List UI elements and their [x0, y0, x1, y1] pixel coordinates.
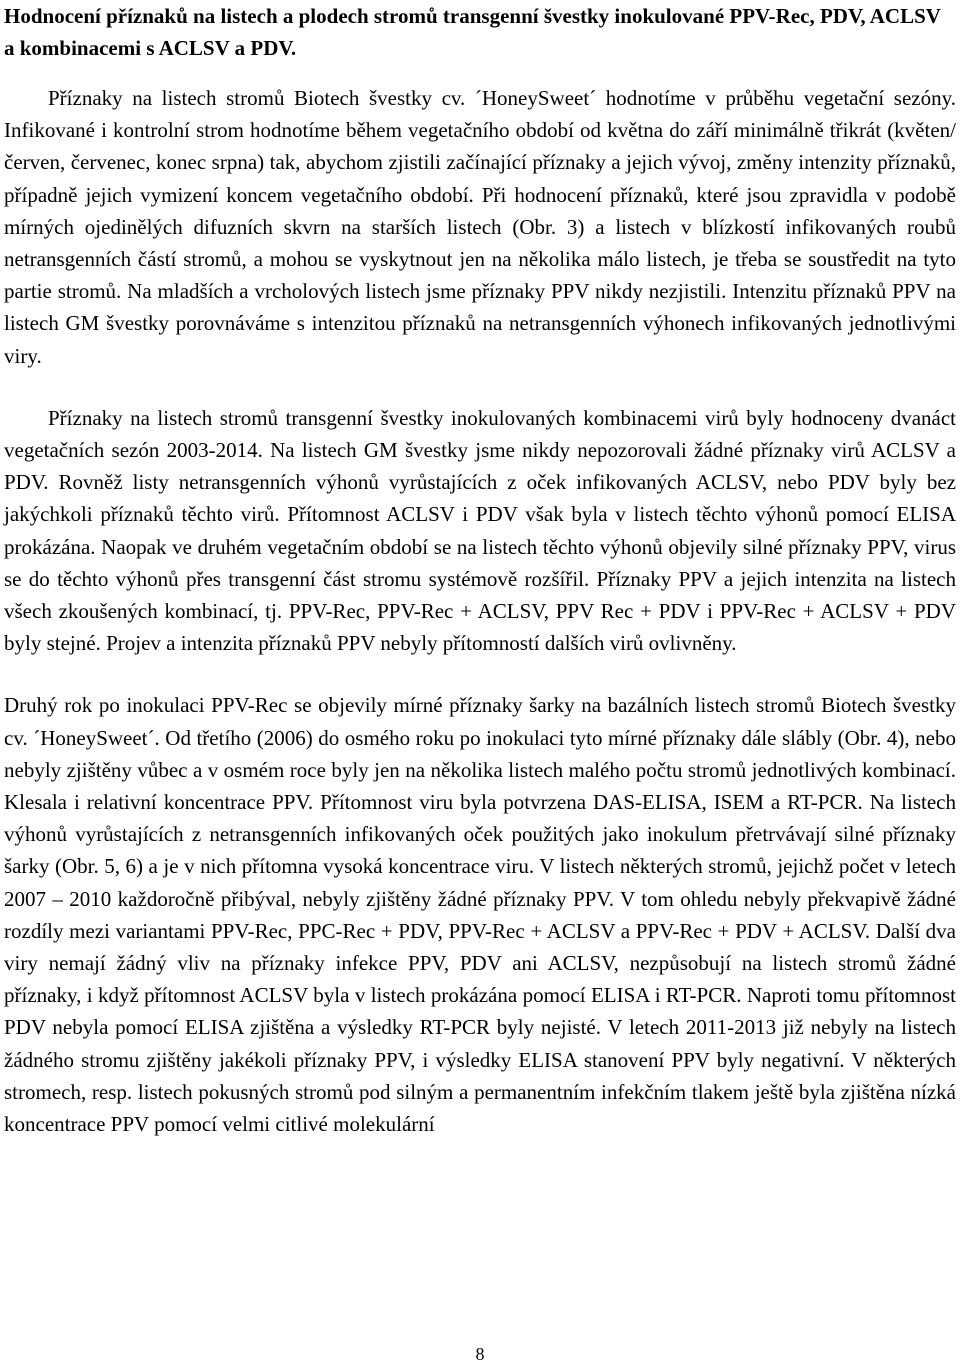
- page-number: 8: [475, 1344, 485, 1364]
- paragraph-leaf-symptoms: Příznaky na listech stromů Biotech švestky cv. ´HoneySweet´ hodnotíme v průběhu vegetační sezóny. Infikované i kontrolní strom hodnotíme během vegetačního období od května do září minimálně třikrát (květen/červen, červenec, konec srpna) tak, abychom zjistili začínající příznaky a jejich vývoj, změny intenzity příznaků, případně jejich vymizení koncem vegetačního období. Při hodnocení příznaků, které jsou zpravidla v podobě mírných ojedinělých difuzních skvrn na starších listech (Obr. 3) a listech v blízkostí infikovaných roubů netransgenních částí stromů, a mohou se vyskytnout jen na několika málo listech, je třeba se soustředit na tyto partie stromů. Na mladších a vrcholových listech jsme příznaky PPV nikdy nezjistili. Intenzitu příznaků PPV na listech GM švestky porovnáváme s intenzitou příznaků na netransgenních výhonech infikovaných jednotlivými viry.: [4, 86, 956, 368]
- section-title: Hodnocení příznaků na listech a plodech stromů transgenní švestky inokulované PPV-Rec, PDV, ACLSV a kombinacemi s ACLSV a PDV.: [4, 4, 941, 60]
- paragraph-second-year-results: Druhý rok po inokulaci PPV-Rec se objevily mírné příznaky šarky na bazálních listech stromů Biotech švestky cv. ´HoneySweet´. Od třetího (2006) do osmého roku po inokulaci tyto mírné příznaky dále slábly (Obr. 4), nebo nebyly zjištěny vůbec a v osmém roce byly jen na několika listech malého počtu stromů jednotlivých kombinací. Klesala i relativní koncentrace PPV. Přítomnost viru byla potvrzena DAS-ELISA, ISEM a RT-PCR. Na listech výhonů vyrůstajících z netransgenních infikovaných oček použitých jako inokulum přetrvávají silné příznaky šarky (Obr. 5, 6) a je v nich přítomna vysoká koncentrace viru. V listech některých stromů, jejichž počet v letech 2007 – 2010 každoročně přibýval, nebyly zjištěny žádné příznaky PPV. V tom ohledu nebyly překvapivě žádné rozdíly mezi variantami PPV-Rec, PPC-Rec + PDV, PPV-Rec + ACLSV a PPV-Rec + PDV + ACLSV. Další dva viry nemají žádný vliv na příznaky infekce PPV, PDV ani ACLSV, nezpůsobují na listech stromů žádné příznaky, i když přítomnost ACLSV byla v listech prokázána pomocí ELISA i RT-PCR. Naproti tomu přítomnost PDV nebyla pomocí ELISA zjištěna a výsledky RT-PCR byly nejisté. V letech 2011-2013 již nebyly na listech žádného stromu zjištěny jakékoli příznaky PPV, i výsledky ELISA stanovení PPV byly negativní. V některých stromech, resp. listech pokusných stromů pod silným a permanentním infekčním tlakem ještě byla zjištěna nízká koncentrace PPV pomocí velmi citlivé molekulární: [4, 693, 956, 1137]
- document-page: [4, 0, 956, 1140]
- paragraph-virus-combinations: Příznaky na listech stromů transgenní švestky inokulovaných kombinacemi virů byly hodnoceny dvanáct vegetačních sezón 2003-2014. Na listech GM švestky jsme nikdy nepozorovali žádné příznaky virů ACLSV a PDV. Rovněž listy netransgenních výhonů vyrůstajících z oček infikovaných ACLSV, nebo PDV byly bez jakýchkoli příznaků těchto virů. Přítomnost ACLSV i PDV však byla v listech těchto výhonů pomocí ELISA prokázána. Naopak ve druhém vegetačním období se na listech těchto výhonů objevily silné příznaky PPV, virus se do těchto výhonů přes transgenní část stromu systémově rozšířil. Příznaky PPV a jejich intenzita na listech všech zkoušených kombinací, tj. PPV-Rec, PPV-Rec + ACLSV, PPV Rec + PDV i PPV-Rec + ACLSV + PDV byly stejné. Projev a intenzita příznaků PPV nebyly přítomností dalších virů ovlivněny.: [4, 405, 956, 656]
